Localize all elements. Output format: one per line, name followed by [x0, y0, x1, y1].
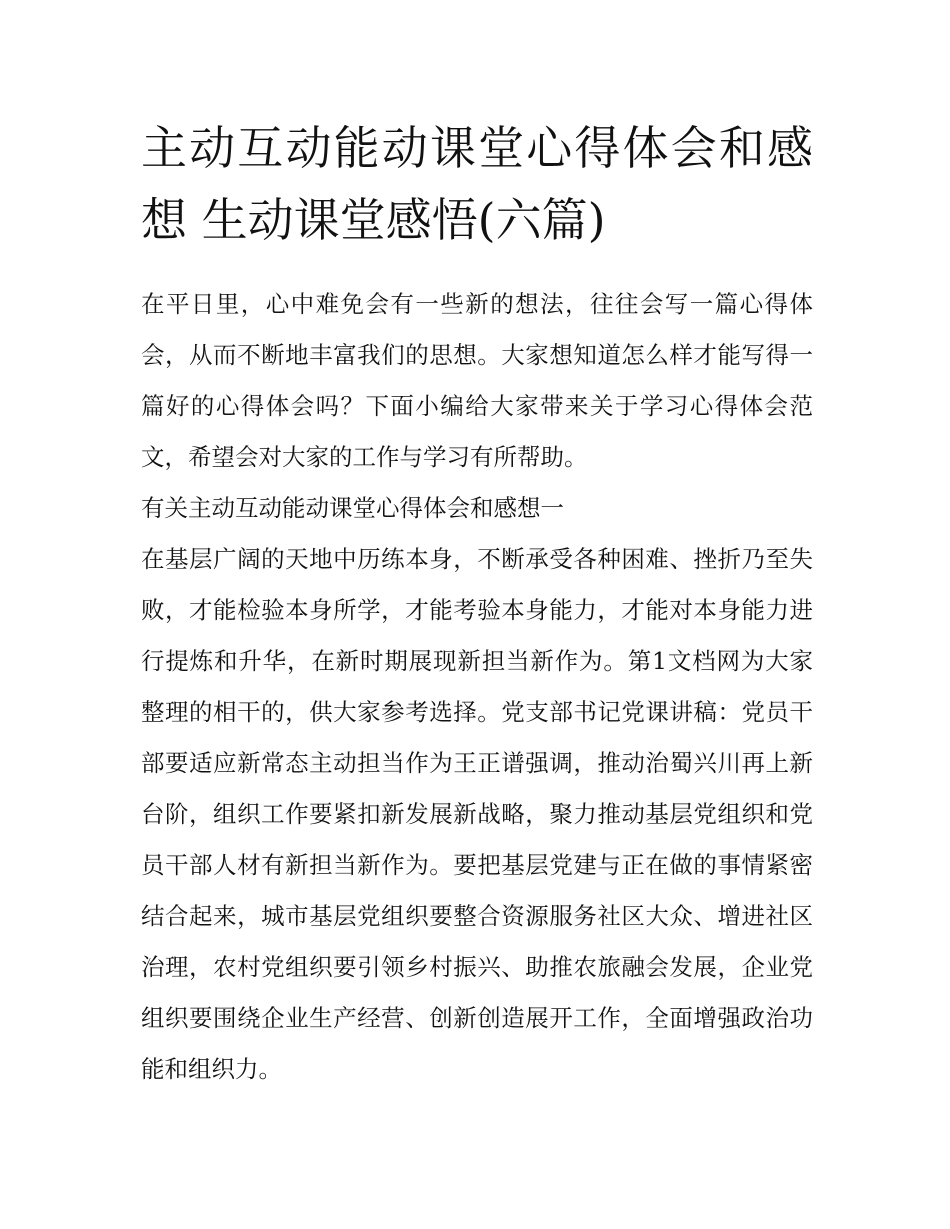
section-body-paragraph: 在基层广阔的天地中历练本身，不断承受各种困难、挫折乃至失败，才能检验本身所学，才能考验本身能力，才能对本身能力进行提炼和升华，在新时期展现新担当新作为。第1文档网为大家整理的相干的，供大家参考选择。党支部书记党课讲稿：党员干部要适应新常态主动担当作为王正谱强调，推动治蜀兴川再上新台阶，组织工作要紧扣新发展新战略，聚力推动基层党组织和党员干部人材有新担当新作为。要把基层党建与正在做的事情紧密结合起来，城市基层党组织要整合资源服务社区大众、增进社区治理，农村党组织要引领乡村振兴、助推农旅融会发展，企业党组织要围绕企业生产经营、创新创造展开工作，全面增强政治功能和组织力。	[141, 545, 813, 1083]
document-content	[141, 112, 813, 1095]
document-title: 主动互动能动课堂心得体会和感想 生动课堂感悟(六篇)	[141, 121, 813, 247]
intro-paragraph: 在平日里，心中难免会有一些新的想法，往往会写一篇心得体会，从而不断地丰富我们的思想。大家想知道怎么样才能写得一篇好的心得体会吗？下面小编给大家带来关于学习心得体会范文，希望会对大家的工作与学习有所帮助。	[141, 290, 813, 471]
section-heading: 有关主动互动能动课堂心得体会和感想一	[141, 494, 564, 522]
